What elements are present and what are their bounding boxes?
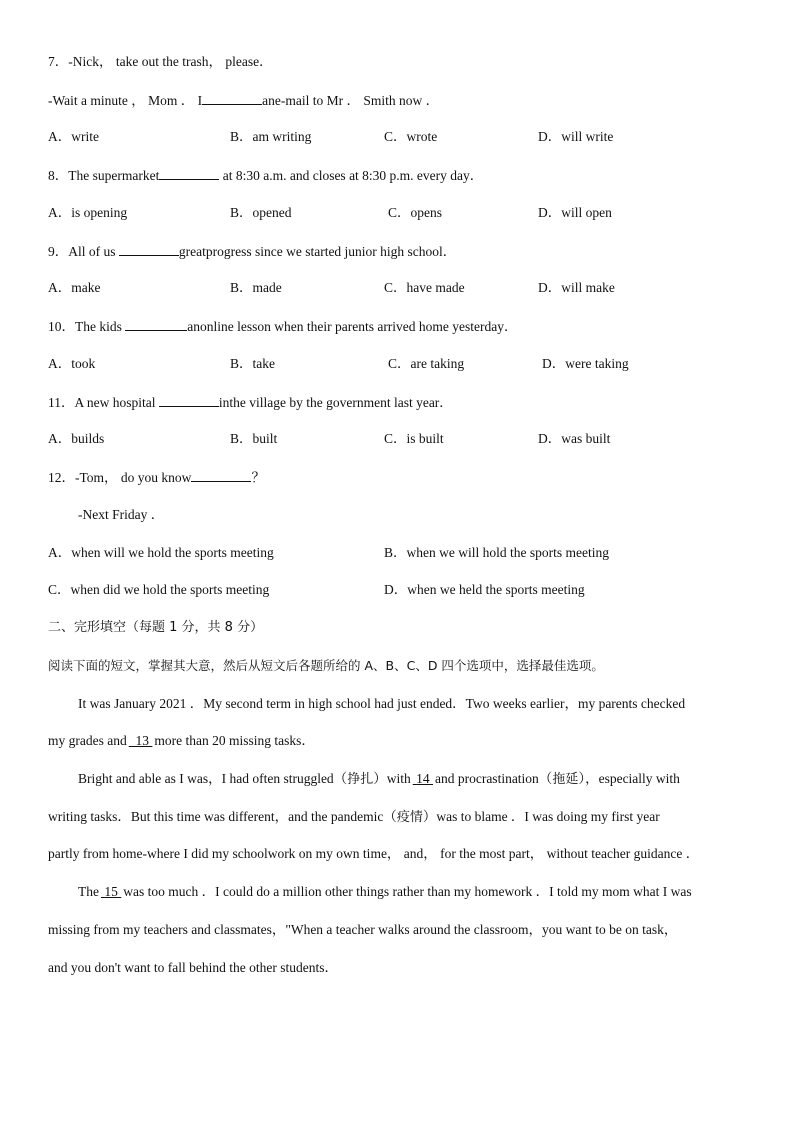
q8-option-d: D．will open	[538, 205, 612, 220]
q12-answer-blank	[191, 468, 251, 482]
q11-answer-blank	[159, 393, 219, 407]
q9-answer-blank	[119, 242, 179, 256]
passage-p3-line3: and you don't want to fall behind the other students．	[48, 960, 339, 975]
q12-option-b: B．when we will hold the sports meeting	[384, 545, 609, 560]
passage-p3-line2: missing from my teachers and classmates，"When a teacher walks around the classroom，you want to be on task，	[48, 922, 678, 937]
passage-p1-line2	[48, 732, 315, 750]
p2-gloss-struggle: 挣扎	[347, 772, 374, 787]
cloze-blank-15	[99, 884, 123, 899]
p3-l1-after: was too much ．I could do a million other things rather than my homework ．I told my mom what I was	[123, 884, 692, 899]
question-10-stem	[48, 317, 518, 336]
q12-before: 12．-Tom， do you know	[48, 470, 192, 485]
q10-option-c: C．are taking	[388, 356, 465, 371]
question-7-stem	[48, 53, 273, 71]
q9-before: 9．All of us	[48, 244, 119, 259]
q12-after: ？	[251, 470, 265, 485]
q12-option-d: D．when we held the sports meeting	[384, 582, 585, 597]
passage-p3-line1	[78, 883, 692, 901]
p3-l1-before: The	[78, 884, 99, 899]
q8-before: 8．The supermarket	[48, 168, 160, 183]
q11-after: inthe village by the government last year．	[218, 395, 453, 410]
q10-after: anonline lesson when their parents arrived home yesterday．	[187, 319, 518, 334]
q7-line2-after: ane-mail to Mr ． Smith now ．	[262, 93, 440, 108]
passage-p1-line1: It was January 2021 ．My second term in high school had just ended．Two weeks earlier，my parents checked	[78, 696, 686, 711]
q12-option-c: C．when did we hold the sports meeting	[48, 582, 270, 597]
q8-option-a: A．is opening	[48, 205, 128, 220]
blank-13-number: 13	[135, 733, 149, 748]
q9-option-b: B．made	[230, 280, 282, 295]
q7-option-d: D．will write	[538, 129, 614, 144]
passage-p2-line2	[48, 808, 660, 827]
q7-option-b: B．am writing	[230, 129, 312, 144]
q8-option-b: B．opened	[230, 205, 292, 220]
q7-option-c: C．wrote	[384, 129, 438, 144]
q10-answer-blank	[125, 317, 187, 331]
section-instruction: 阅读下面的短文，掌握其大意，然后从短文后各题所给的 A、B、C、D 四个选项中，选择最佳选项。	[48, 658, 604, 673]
blank-15-number: 15	[104, 884, 118, 899]
p2-l1-b: ）with	[373, 771, 411, 786]
q10-option-a: A．took	[48, 356, 96, 371]
q7-line1: 7．-Nick， take out the trash， please．	[48, 54, 273, 69]
q7-option-a: A．write	[48, 129, 99, 144]
q8-option-c: C．opens	[388, 205, 442, 220]
section-heading: 二、完形填空（每题 1 分，共 8 分）	[48, 620, 264, 635]
q9-option-d: D．will make	[538, 280, 615, 295]
q8-answer-blank	[159, 166, 219, 180]
q9-after: greatprogress since we started junior high school．	[178, 244, 457, 259]
cloze-blank-14	[411, 771, 435, 786]
q7-line2-before: -Wait a minute ， Mom ． I	[48, 93, 203, 108]
p1-l2-after: more than 20 missing tasks．	[154, 733, 315, 748]
p2-gloss-pandemic: 疫情	[396, 810, 423, 825]
p2-l2-b: ）was to blame ．I was doing my first year	[422, 809, 660, 824]
q11-option-a: A．builds	[48, 431, 105, 446]
blank-14-number: 14	[416, 771, 430, 786]
question-9-stem	[48, 242, 456, 261]
q7-answer-blank	[202, 91, 262, 105]
q10-option-d: D．were taking	[542, 356, 629, 371]
p2-gloss-procrastination: 拖延	[552, 772, 579, 787]
question-11-stem	[48, 393, 453, 412]
q10-option-b: B．take	[230, 356, 275, 371]
q11-before: 11．A new hospital	[48, 395, 159, 410]
question-7-dialogue	[48, 91, 439, 110]
q10-before: 10．The kids	[48, 319, 126, 334]
q8-after: at 8:30 a.m. and closes at 8:30 p.m. every day．	[219, 168, 484, 183]
passage-p2-line1	[78, 770, 680, 789]
q9-option-a: A．make	[48, 280, 101, 295]
q9-option-c: C．have made	[384, 280, 465, 295]
q12-option-a: A．when will we hold the sports meeting	[48, 545, 274, 560]
p2-l1-c: and procrastination（	[434, 771, 553, 786]
q11-option-b: B．built	[230, 431, 278, 446]
question-8-stem	[48, 166, 483, 185]
question-12-stem	[48, 468, 265, 487]
p1-l2-before: my grades and	[48, 733, 127, 748]
question-12-reply: -Next Friday ．	[78, 507, 165, 522]
cloze-blank-13	[127, 733, 155, 748]
passage-p2-line3: partly from home-where I did my schoolwork on my own time， and， for the most part， without teacher guidance ．	[48, 846, 700, 861]
q11-option-d: D．was built	[538, 431, 611, 446]
q11-option-c: C．is built	[384, 431, 444, 446]
p2-l2-a: writing tasks．But this time was different，and the pandemic（	[48, 809, 397, 824]
p2-l1-a: Bright and able as I was，I had often struggled（	[78, 771, 348, 786]
p2-l1-d: ），especially with	[578, 771, 680, 786]
